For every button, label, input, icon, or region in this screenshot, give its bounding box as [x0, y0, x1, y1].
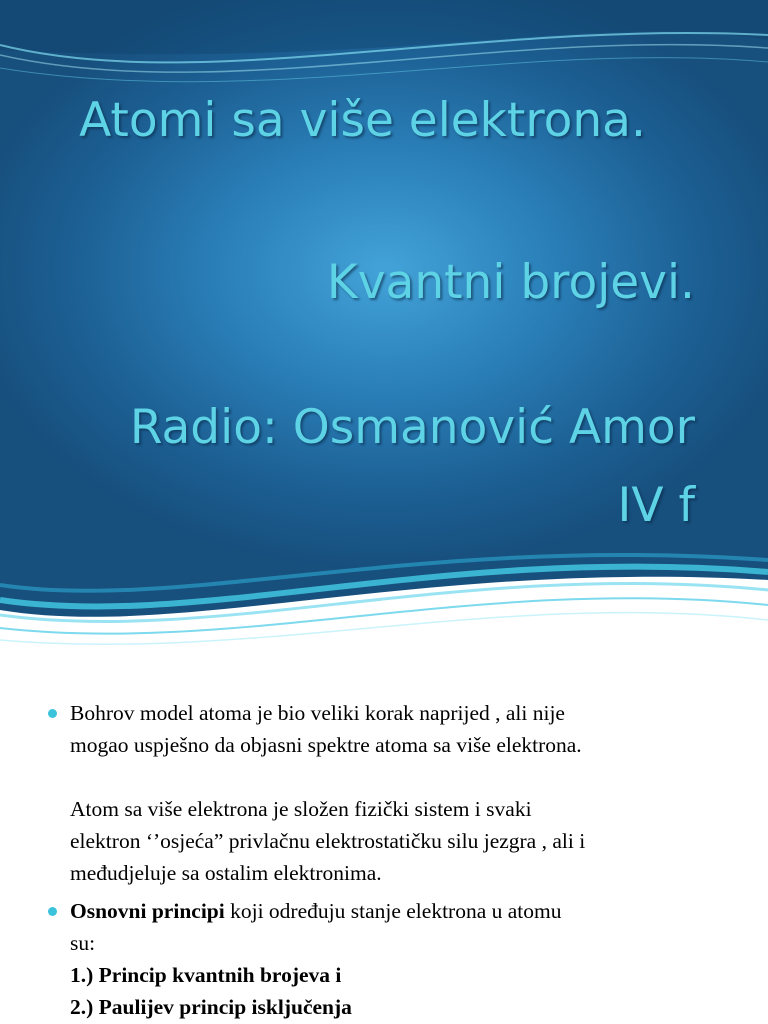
bullet-1-line-4: elektron ‘’osjeća” privlačnu elektrostatičku silu jezgra , ali i — [70, 829, 586, 853]
bullet-item-1 — [48, 697, 748, 889]
slide-title-line-2: Kvantni brojevi. — [326, 255, 695, 310]
bullet-2-line-1 — [70, 895, 748, 927]
principle-item-2: 2.) Paulijev princip isključenja — [70, 995, 352, 1019]
bullet-1-line-3: Atom sa više elektrona je složen fizički sistem i svaki — [70, 797, 532, 821]
bullet-dot-icon — [48, 907, 57, 916]
slide-title-line-3: Radio: Osmanović Amor — [129, 400, 695, 455]
principle-item-1: 1.) Princip kvantnih brojeva i — [70, 963, 342, 987]
bullet-dot-icon — [48, 709, 57, 718]
bullet-2-line-2: su: — [70, 931, 96, 955]
bullet-2-rest: koji određuju stanje elektrona u atomu — [224, 899, 562, 923]
bullet-2-bold-lead: Osnovni principi — [70, 899, 225, 923]
bullet-1-line-1: Bohrov model atoma je bio veliki korak naprijed , ali nije — [70, 701, 565, 725]
slide-title-line-4: IV f — [617, 478, 695, 533]
content-body — [48, 697, 748, 1023]
slide-title-line-1: Atomi sa više elektrona. — [79, 93, 646, 148]
bullet-item-2 — [48, 895, 748, 1023]
bullet-1-line-2: mogao uspješno da objasni spektre atoma sa više elektrona. — [70, 733, 582, 757]
bullet-1-line-5: međudjeluje sa ostalim elektronima. — [70, 861, 382, 885]
